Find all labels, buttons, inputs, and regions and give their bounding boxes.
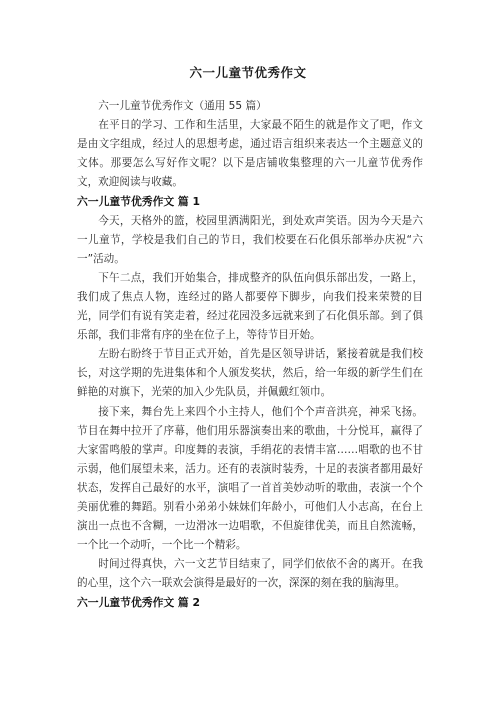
section-1-paragraph-2: 下午二点，我们开始集合，排成整齐的队伍向俱乐部出发，一路上，我们成了焦点人物，连经过的路人都要停下脚步，向我们投来荣赞的目光，同学们有说有笑走着，经过花园没多远就来到了石化俱乐部。到了俱乐部，我们非常有序的坐在位子上，等待节目开始。 [77, 271, 423, 342]
section-1-paragraph-4: 接下来，舞台先上来四个小主持人，他们个个声音洪亮，神采飞扬。节目在舞中拉开了序幕，他们用乐器演奏出来的歌曲，十分悦耳，赢得了大家雷鸣般的掌声。印度舞的表演，手绢花的表情丰富……唱歌的也不甘示弱，他们展望未来，活力。还有的表演时装秀，十足的表演者都用最好状态，发挥自己最好的水平，演唱了一首首美妙动听的歌曲，表演一个个美丽优雅的舞蹈。别看小弟弟小妹妹们年龄小，可他们人小志高，在台上演出一点也不含糊，一边滑冰一边唱歌，不但旋律优美，而且自然流畅，一个比一个动听，一个比一个精彩。 [77, 405, 423, 552]
section-heading-2: 六一儿童节优秀作文 篇 2 [77, 596, 200, 610]
document-subtitle: 六一儿童节优秀作文（通用 55 篇） [98, 100, 267, 112]
document-title: 六一儿童节优秀作文 [189, 65, 307, 80]
intro-paragraph: 在平日的学习、工作和生活里，大家最不陌生的就是作文了吧，作文是由文字组成，经过人的思想考虑，通过语言组织来表达一个主题意义的文体。那要怎么写好作文呢？以下是店铺收集整理的六一儿童节优秀作文，欢迎阅读与收藏。 [77, 119, 423, 189]
section-1-paragraph-5: 时间过得真快，六一文艺节目结束了，同学们依依不舍的离开。在我的心里，这个六一联欢会演得是最好的一次，深深的刻在我的脑海里。 [77, 558, 423, 590]
section-1-paragraph-1: 今天，天格外的篮，校园里洒满阳光，到处欢声笑语。因为今天是六一儿童节，学校是我们自己的节日，我们校要在石化俱乐部举办庆祝“六一”活动。 [77, 214, 423, 265]
document-body [77, 97, 423, 613]
section-heading-1: 六一儿童节优秀作文 篇 1 [77, 195, 200, 209]
section-1-paragraph-3: 左盼右盼终于节目正式开始，首先是区领导讲话，紧接着就是我们校长，对这学期的先进集体和个人颁发奖状，然后，给一年级的新学生们在鲜艳的对旗下，光荣的加入少先队员，并佩戴红领巾。 [77, 348, 423, 399]
